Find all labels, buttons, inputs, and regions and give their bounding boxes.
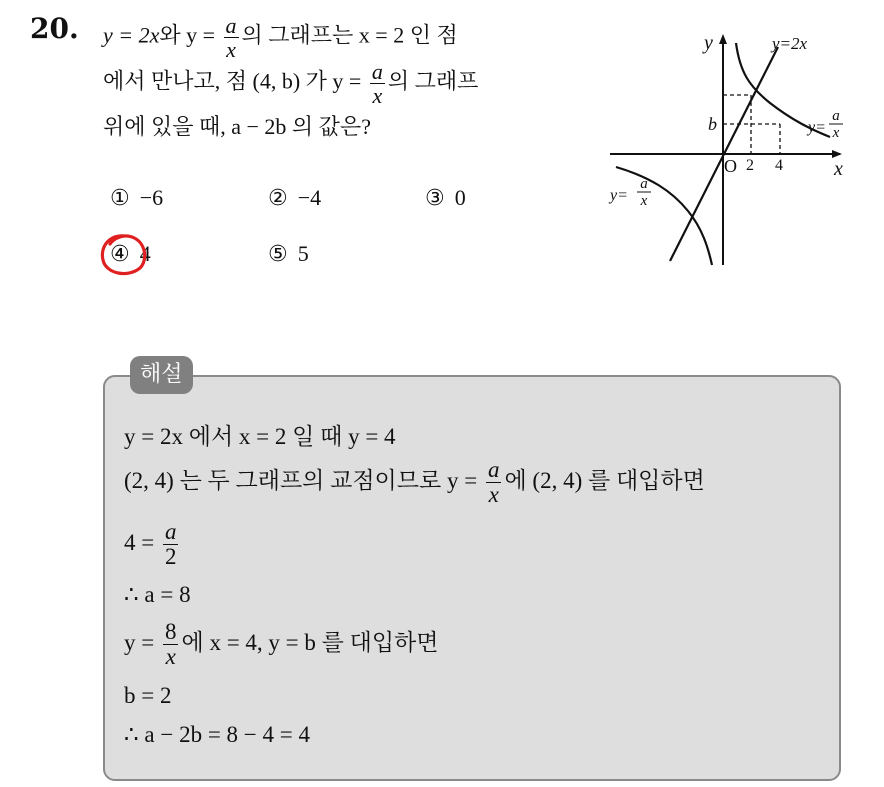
x-axis-arrow — [832, 150, 842, 158]
y-axis-label: y — [704, 32, 713, 54]
question-text: 와 y = — [159, 22, 221, 48]
question-number: 20. — [30, 12, 79, 45]
fraction — [370, 60, 385, 107]
solution-text: y = — [124, 629, 160, 655]
fraction — [224, 14, 239, 61]
solution-line-4: ∴ a = 8 — [124, 582, 191, 607]
fraction-numerator: 8 — [164, 619, 177, 644]
choice-marker: ④ — [110, 242, 130, 267]
fraction — [163, 620, 179, 669]
solution-line-1: y = 2x 에서 x = 2 일 때 y = 4 — [124, 424, 396, 449]
choice-marker: ③ — [425, 186, 445, 211]
solution-line-3 — [124, 520, 181, 569]
curve-label-prefix: y= — [610, 187, 628, 204]
solution-tag: 해설 — [130, 356, 193, 394]
fraction-numerator: a — [487, 457, 500, 482]
choice-value: −6 — [139, 185, 164, 210]
fraction — [486, 458, 502, 507]
fraction-numerator: a — [164, 519, 177, 544]
choice-3[interactable] — [425, 185, 466, 211]
tick-label-b: b — [708, 114, 717, 134]
question-line-2 — [103, 60, 478, 107]
fraction — [163, 520, 179, 569]
graph-figure — [600, 25, 850, 270]
choice-value: 5 — [297, 241, 309, 266]
curve-label-numerator: a — [640, 176, 648, 192]
fraction-denominator: x — [370, 83, 385, 107]
choice-marker: ① — [110, 186, 130, 211]
x-axis-label: x — [834, 158, 843, 180]
choice-5[interactable] — [268, 241, 309, 267]
solution-line-7: ∴ a − 2b = 8 − 4 = 4 — [124, 722, 310, 747]
solution-text: 4 = — [124, 529, 160, 555]
fraction-numerator: a — [371, 59, 383, 84]
question-text: 의 그래프 — [387, 68, 479, 94]
choice-2[interactable] — [268, 185, 321, 211]
line-label: y=2x — [772, 34, 808, 53]
question-text: y = 2x — [103, 22, 160, 48]
hyperbola-branch-2 — [616, 167, 712, 265]
curve-label-prefix: y= — [808, 119, 826, 136]
fraction-denominator: 2 — [164, 544, 177, 570]
tick-label-2: 2 — [746, 157, 754, 174]
solution-text: 에 (2, 4) 를 대입하면 — [504, 467, 705, 493]
curve-label-numerator: a — [832, 108, 840, 124]
choice-marker: ② — [268, 186, 288, 211]
fraction-denominator: x — [224, 37, 239, 61]
y-axis-arrow — [719, 34, 727, 44]
choice-marker: ⑤ — [268, 242, 288, 267]
fraction-denominator: x — [486, 482, 502, 507]
choice-value: 0 — [454, 185, 466, 210]
choice-value: −4 — [297, 185, 322, 210]
fraction-denominator: x — [163, 644, 179, 669]
solution-line-2 — [124, 458, 705, 507]
solution-text: 에 x = 4, y = b 를 대입하면 — [181, 629, 439, 655]
curve-label-denominator: x — [640, 193, 648, 209]
question-text: 의 그래프는 x = 2 인 점 — [241, 22, 458, 48]
question-line-3: 위에 있을 때, a − 2b 의 값은? — [103, 114, 371, 139]
question-line-1 — [103, 14, 458, 61]
question-text: 에서 만나고, 점 (4, b) 가 y = — [103, 68, 367, 94]
answer-circle-mark — [96, 230, 152, 282]
choice-1[interactable] — [110, 185, 163, 211]
solution-line-6: b = 2 — [124, 683, 172, 708]
choice-value: 4 — [139, 241, 151, 266]
solution-line-5 — [124, 620, 439, 669]
tick-label-4: 4 — [775, 157, 783, 174]
solution-text: (2, 4) 는 두 그래프의 교점이므로 y = — [124, 467, 483, 493]
origin-label: O — [724, 156, 737, 176]
curve-label-denominator: x — [832, 125, 840, 141]
fraction-numerator: a — [225, 13, 237, 38]
